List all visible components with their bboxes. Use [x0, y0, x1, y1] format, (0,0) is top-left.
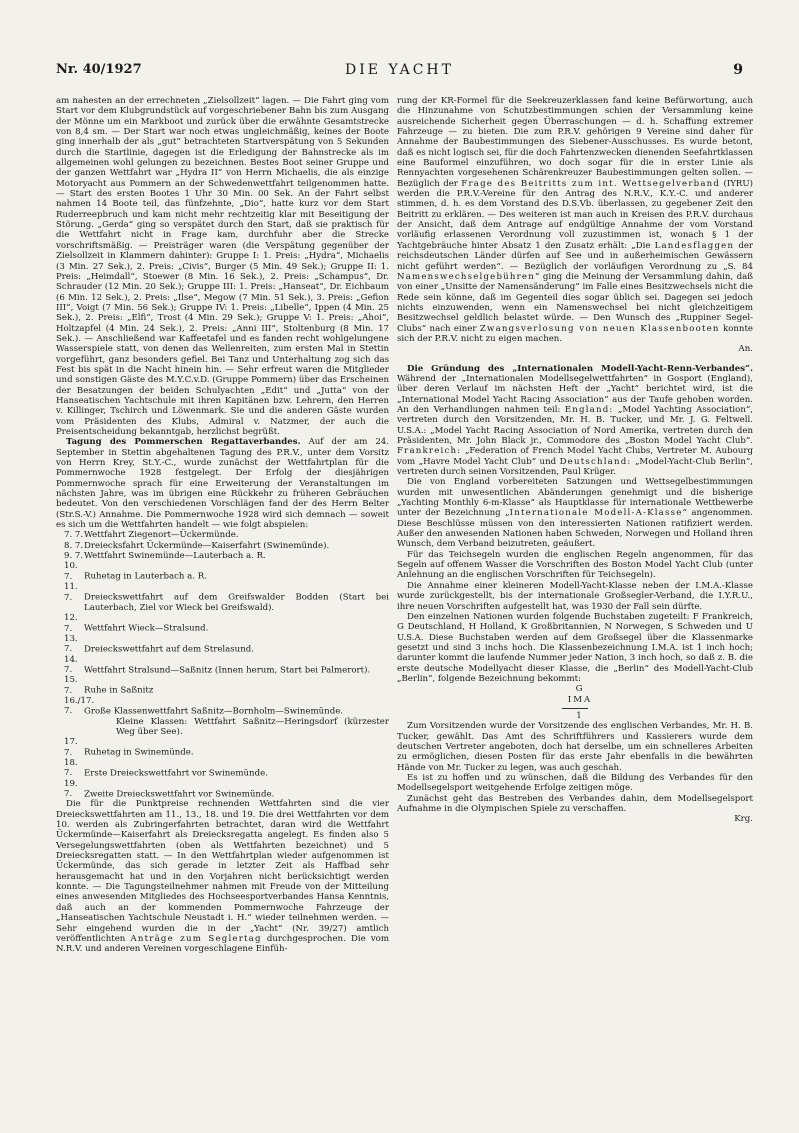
olympics-paragraph: Zunächst geht das Bestreben des Verbandes dahin, dem Modellsegelsport Aufnahme in die Olympischen Spiele zu verschaffen. [397, 793, 753, 815]
author-signature: Krg. [734, 814, 753, 825]
sail-mark-number: 1 [576, 710, 584, 721]
letters-paragraph: Den einzelnen Nationen wurden folgende Buchstaben zugeteilt: F Frankreich, G Deutschland, H Holland, K Großbritannien, N Norwegen, S Schweden und U U.S.A. Diese Buchstaben werden auf dem Großsegel über die Klassenmarke gesetzt und sind 3 inchs hoch. Die Klassenbezeichnung I.M.A. ist 1 inch hoch; darunter kommt die laufende Nummer jeder Nation, 3 inch hoch, so daß z. B. die erste deutsche Modellyacht dieser Klasse, die „Berlin“ des Modell-Yacht-Club „Berlin“, folgende Bezeichnung bekommt: [397, 611, 753, 684]
race-item: 14. 7. Wettfahrt Stralsund—Saßnitz (Innen herum, Start bei Palmerort). [64, 654, 371, 675]
race-item: 13. 7. Dreieckswettfahrt auf dem Strelasund. [64, 633, 254, 655]
pond-sailing-paragraph: Für das Teichsegeln wurden die englischen Regeln angenommen, für das Segeln auf offenem Wasser die Vorschriften des Boston Model Yacht Club (unter Anlehnung an die englischen Vorschriften für Teichsegeln). [397, 549, 753, 581]
small-classes-note: Kleine Klassen: Wettfahrt Saßnitz—Heringsdorf (kürzester Weg über See). [116, 716, 389, 737]
pommern-meeting-paragraph: Tagung des Pommerschen Regattaverbandes. Auf der am 24. September in Stettin abgehaltenen Tagung des P.R.V., unter dem Vorsitz von Herrn Krey, St.Y.-C., wurde zunächst der Wettfahrtplan für die Pommernwoche 1928 festgelegt. Der Erfolg der diesjährigen Pommernwoche sprach für eine Erweiterung der Veranstaltungen im nächsten Jahre, was im übrigen eine Rückkehr zu früheren Gebräuchen bedeutet. Von den verschiedenen Vorschlägen fand der des Herrn Belter (Str.S.-V.) Annahme. Die Pommernwoche 1928 wird sich demnach — soweit es sich um die Wettfahrten handelt — wie folgt abspielen: [56, 437, 389, 531]
race-item: 15. 7. Ruhe in Saßnitz [64, 675, 154, 696]
race-item: 11. 7. Dreieckswettfahrt auf dem Greifswalder Bodden (Start bei Lauterbach, Ziel vor Wieck bei Greifswald). [64, 582, 389, 613]
race-item: 17. 7. Ruhetag in Swinemünde. [64, 737, 194, 758]
points-races-paragraph: Die für die Punktpreise rechnenden Wettfahrten sind die vier Dreieckswettfahrten am 11., 13., 18. und 19. Die drei Wettfahrten vor dem 10. werden als Zubringerfahrten betrachtet, daran wird die Wettfahrt Ückermünde—Kaiserfahrt als Dreiecksregatta angelegt. Es finden also 5 Versegelungswettfahrten (oben als Wettfahrten bezeichnet) und 5 Dreiecksregatten statt. — In den Wettfahrtplan wieder aufgenommen ist Ückermünde, das sich gerade in letzter Zeit als Haffbad sehr herausgemacht hat und in den Vorjahren nicht berücksichtigt werden konnte. — Die Tagungsteilnehmer nahmen mit Freude von der Mitteilung eines anwesenden Mitgliedes des Hochseesportverbandes Hansa Kenntnis, daß auch an der kommenden Pommernwoche Fahrzeuge der „Hanseatischen Yachtschule Neustadt i. H.“ wieder teilnehmen werden. — Sehr eingehend wurden die in der „Yacht“ (Nr. 39/27) amtlich veröffentlichten Anträge zum Seglertag durchgesprochen. Die vom N.R.V. und anderen Vereinen vorgeschlagene Einfüh- [56, 799, 390, 955]
statutes-paragraph: Die von England vorbereiteten Satzungen und Wettsegelbestimmungen wurden mit unwesentlichen Abänderungen genehmigt und die bisherige „Yachting Monthly 6-m-Klasse“ als Hauptklasse für internationale Wettbewerbe unter der Bezeichnung „Internationale Modell-A-Klasse“ angenommen. Diese Beschlüsse müssen von den interessierten Nationen ratifiziert werden. Außer den anwesenden Nationen haben Schweden, Norwegen und Holland ihren Wunsch, dem Verband beizutreten, geäußert. [397, 477, 754, 550]
small-class-paragraph: Die Annahme einer kleineren Modell-Yacht-Klasse neben der I.M.A.-Klasse wurde zurückgestellt, bis der internationale Großsegler-Verband, die I.Y.R.U., ihre neuen Vorschriften aufgestellt hat, was 1930 der Fall sein dürfte. [397, 580, 753, 612]
race-item: 12. 7. Wettfahrt Wieck—Stralsund. [64, 613, 209, 634]
left-column [56, 96, 389, 955]
sail-mark-divider [562, 708, 588, 709]
race-item: 16./17. 7. Große Klassenwettfahrt Saßnitz—Bornholm—Swinemünde. [64, 695, 344, 717]
page-header [56, 62, 743, 82]
author-signature: An. [738, 344, 753, 355]
section-title-model-yacht: Die Gründung des „Internationalen Modell-Yacht-Renn-Verbandes“. [407, 363, 753, 374]
race-item: 18. 7. Erste Dreieckswettfahrt vor Swinemünde. [64, 758, 268, 779]
race-schedule-list [56, 530, 389, 799]
hope-paragraph: Es ist zu hoffen und zu wünschen, daß die Bildung des Verbandes für den Modellsegelsport weitgehende Erfolge zeitigen möge. [397, 773, 753, 794]
sail-mark-class: IMA [567, 694, 593, 705]
race-item: 10. 7. Ruhetag in Lauterbach a. R. [64, 561, 207, 582]
regatta-report-paragraph: am nahesten an der errechneten „Zielsollzeit“ lagen. — Die Fahrt ging vom Start vor dem Klubgrundstück auf vorgeschriebener Bahn bis zum Ausgang der Mönne um ein Markboot und zurück über die erwähnte Gesamtstrecke von 8,4 sm. — Der Start war noch etwas ungleichmäßig, keines der Boote ging innerhalb der als „gut“ betrachteten Startverspätung von 5 Sekunden durch die Startlinie, dagegen ist die Erledigung der Bahnstrecke als im allgemeinen wohl gelungen zu bezeichnen. Bestes Boot seiner Gruppe und der ganzen Wettfahrt war „Hydra II“ von Herrn Michaelis, die als einzige Motoryacht aus Pommern an der Schwedenwettfahrt teilgenommen hatte. — Start des ersten Bootes 1 Uhr 30 Min. 00 Sek. An der Fahrt selbst nahmen 14 Boote teil, das fünfzehnte, „Dio“, hatte kurz vor dem Start Ruderreepbruch und kam nicht mehr rechtzeitig klar mit Beseitigung der Störung. „Gerda“ ging so verspätet durch den Start, daß sie praktisch für die Wettfahrt nicht in Frage kam, durchfuhr aber die Strecke vorschriftsmäßig. — Preisträger waren (die Verspätung gegenüber der Zielsollzeit in Klammern dahinter): Gruppe I: 1. Preis: „Hydra“, Michaelis (3 Min. 27 Sek.), 2. Preis: „Civis“, Burger (5 Min. 49 Sek.); Gruppe II: 1. Preis: „Heimdall“, Stoewer (8 Min. 16 Sek.), 2. Preis: „Schampus“, Dr. Schrauder (12 Min. 20 Sek.); Gruppe III: 1. Preis: „Hanseat“, Dr. Eichbaum (6 Min. 12 Sek.), 2. Preis: „Ilse“, Megow (7 Min. 51 Sek.), 3. Preis: „Gefion III“, Voigt (7 Min. 56 Sek.); Gruppe IV: 1. Preis: „Libelle“, Ippen (4 Min. 25 Sek.), 2. Preis: „Elfi“, Trost (4 Min. 29 Sek.); Gruppe V: 1. Preis: „Ahoi“, Holtzapfel (4 Min. 24 Sek.), 2. Preis: „Anni III“, Stoltenburg (8 Min. 17 Sek.). — Anschließend war Kaffeetafel und es fanden recht wohlgelungene Wasserspiele statt, von denen das Wellenreiten, zum ersten Mal in Stettin vorgeführt, ganz besonders gefiel. Bei Tanz und Unterhaltung zog sich das Fest bis spät in die Nacht hinein hin. — Sehr erfreut waren die Mitglieder und sonstigen Gäste des M.Y.C.v.D. (Gruppe Pommern) über das Erscheinen der Besatzungen der beiden Schulyachten „Edit“ und „Jutta“ von der Hanseatischen Yachtschule mit ihren Kapitänen bzw. Lehrern, den Herren v. Killinger, Tschirch und Löwenmark. Sie und die anderen Gäste wurden vom Präsidenten des Klubs, Admiral v. Natzmer, der auch die Preisentscheidung bekanntgab, herzlichst begrüßt. [56, 96, 389, 437]
magazine-title: DIE YACHT [345, 62, 454, 78]
section-title-pommern: Tagung des Pommerschen Regattaverbandes. [66, 437, 301, 448]
model-yacht-paragraph: Die Gründung des „Internationalen Modell-Yacht-Renn-Verbandes“. Während der „Internationalen Modellsegelwettfahrten“ in Gosport (England), über deren Verlauf im nächsten Heft der „Yacht“ berichtet wird, ist die „International Model Yacht Racing Association“ aus der Taufe gehoben worden. An den Verhandlungen nahmen teil: England: „Model Yachting Association“, vertreten durch den Vorsitzenden, Mr. H. B. Tucker, und Mr. J. G. Feltwell. U.S.A.: „Model Yacht Racing Association of Nord Amerika, vertreten durch den Präsidenten, Mr. John Black jr., Commodore des „Boston Model Yacht Club“. Frankreich: „Federation of French Model Yacht Clubs, Vertreter M. Aubourg vom „Havre Model Yacht Club“ und Deutschland: „Model-Yacht-Club Berlin“, vertreten durch seinen Vorsitzenden, Paul Krüger. [397, 363, 753, 478]
race-item: 8. 7.Dreiecksfahrt Ückermünde—Kaiserfahrt (Swinemünde). [64, 540, 330, 551]
sail-mark-letter: G [575, 684, 585, 695]
issue-number: Nr. 40/1927 [56, 62, 142, 77]
chairman-paragraph: Zum Vorsitzenden wurde der Vorsitzende des englischen Verbandes, Mr. H. B. Tucker, gewählt. Das Amt des Schriftführers und Kassierers wurde dem deutschen Vertreter angeboten, doch hat derselbe, um ein schnelleres Arbeiten zu ermöglichen, diesen Posten für das erste Jahr ebenfalls in die bewährten Hände von Mr. Tucker zu legen, was auch geschah. [397, 721, 753, 773]
race-item: 7. 7.Wettfahrt Ziegenort—Ückermünde. [64, 530, 239, 541]
race-item: 19. 7. Zweite Dreieckswettfahrt vor Swinemünde. [64, 778, 275, 800]
kr-formula-paragraph: rung der KR-Formel für die Seekreuzerklassen fand keine Befürwortung, auch die Hinzunahme von Schutzbestimmungen schien der Versammlung keine ausreichende Sicherheit gegen Überraschungen — d. h. Schaffung extremer Fahrzeuge — zu bieten. Die zum P.R.V. gehörigen 9 Vereine sind daher für Annahme der Baubestimmungen des Siebener-Ausschusses. Es wurde betont, daß es nicht logisch sei, für die doch Fahrtenzwecken dienenden Seefahrtklassen eine Bauformel einzuführen, wo doch sogar für die in erster Linie als Rennyachten vorgesehenen Schärenkreuzer Baubestimmungen gelten sollen. — Bezüglich der Frage des Beitritts zum int. Wettsegelverband (IYRU) werden die P.R.V.-Vereine für den Antrag des N.R.V., K.Y.-C. und anderer stimmen, d. h. es dem Vorstand des D.S.Vb. überlassen, zu gegebener Zeit den Beitritt zu erklären. — Des weiteren ist man auch in Kreisen des P.R.V. durchaus der Ansicht, daß dem Antrage auf endgültige Annahme der vom Vorstand vorläufig erlassenen Verordnung voll zuzustimmen ist, wonach § 1 der Yachtgebräuche hinter Absatz 1 den Zusatz erhält: „Die Landesflaggen der reichsdeutschen Länder dürfen auf See und in außerheimischen Gewässern nicht geführt werden“. — Bezüglich der vorläufigen Verordnung zu „S. 84 Namenswechselgebühren“ ging die Meinung der Versammlung dahin, daß von einer „Unsitte der Namensänderung“ im Falle eines Besitzwechsels nicht die Rede sein könne, daß im Gegenteil dies sogar üblich sei. Dagegen sei jedoch nichts einzuwenden, wenn ein Namenswechsel bei nicht gleichzeitigem Besitzwechsel geldlich belastet würde. — Den Wunsch des „Ruppiner Segel-Clubs“ nach einer Zwangsverlosung von neuen Klassenbooten konnte sich der P.R.V. nicht zu eigen machen. [397, 96, 754, 344]
right-column [397, 96, 753, 825]
race-item: 9. 7.Wettfahrt Swinemünde—Lauterbach a. R. [64, 551, 266, 562]
page-number: 9 [733, 62, 743, 78]
